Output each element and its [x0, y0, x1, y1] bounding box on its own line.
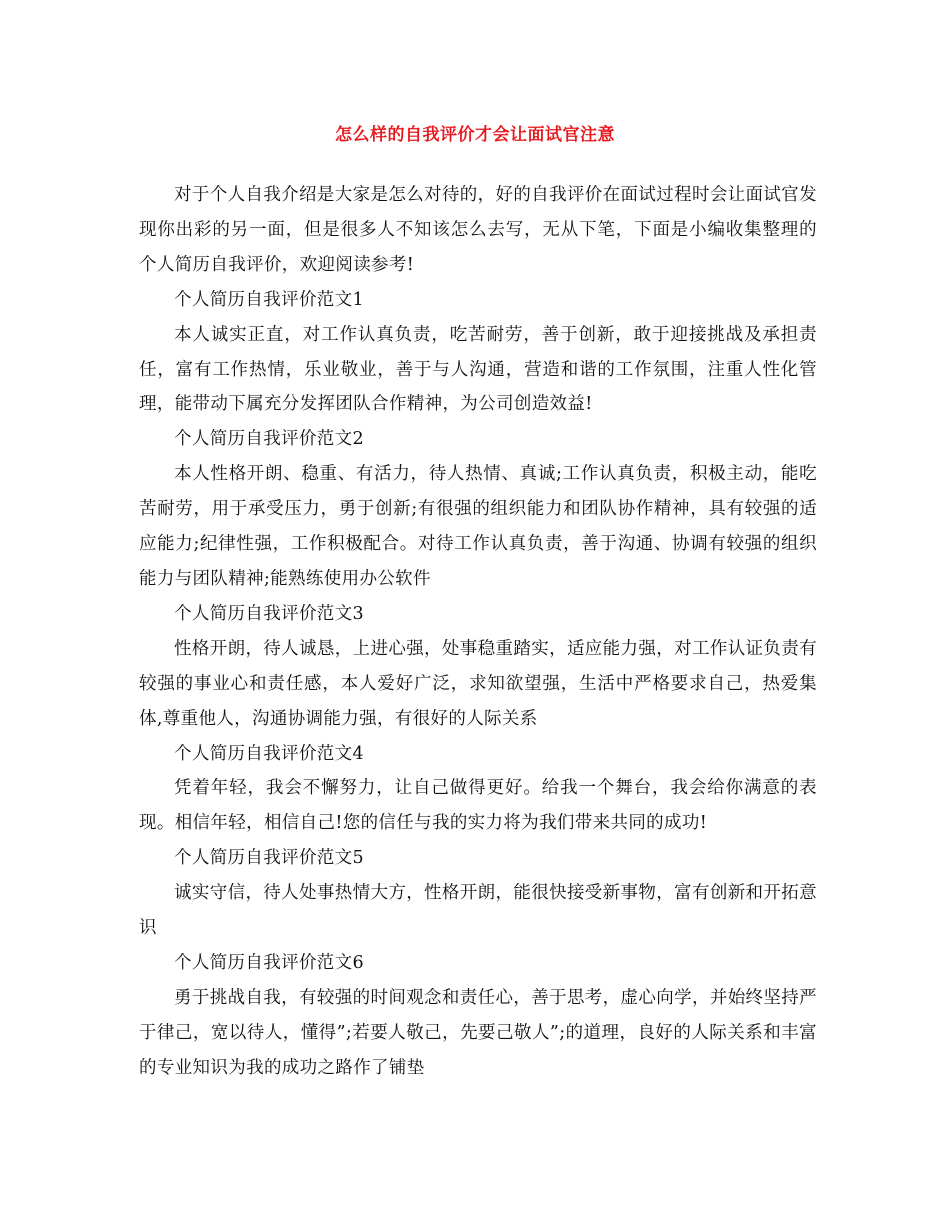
section-text-4: 凭着年轻，我会不懈努力，让自己做得更好。给我一个舞台，我会给你满意的表现。相信年轻，相信自己!您的信任与我的实力将为我们带来共同的成功! [139, 778, 817, 834]
section-text-6: 勇于挑战自我，有较强的时间观念和责任心，善于思考，虚心向学，并始终坚持严于律己，宽以待人，懂得”;若要人敬己，先要己敬人”;的道理，良好的人际关系和丰富的专业知识为我的成功之路作了铺垫 [139, 987, 817, 1078]
document-body [139, 178, 817, 1086]
section-heading-4: 个人简历自我评价范文4 [174, 743, 364, 764]
section-heading-6: 个人简历自我评价范文6 [174, 952, 364, 973]
document-title: 怎么样的自我评价才会让面试官注意 [335, 125, 615, 145]
section-text-5: 诚实守信，待人处事热情大方，性格开朗，能很快接受新事物，富有创新和开拓意识 [139, 883, 817, 939]
intro-paragraph: 对于个人自我介绍是大家是怎么对待的，好的自我评价在面试过程时会让面试官发现你出彩的另一面，但是很多人不知该怎么去写，无从下笔，下面是小编收集整理的个人简历自我评价，欢迎阅读参考! [139, 185, 817, 275]
section-heading-2: 个人简历自我评价范文2 [174, 429, 364, 450]
section-heading-1: 个人简历自我评价范文1 [174, 289, 364, 310]
section-text-1: 本人诚实正直，对工作认真负责，吃苦耐劳，善于创新，敢于迎接挑战及承担责任，富有工作热情，乐业敬业，善于与人沟通，营造和谐的工作氛围，注重人性化管理，能带动下属充分发挥团队合作精神，为公司创造效益! [139, 324, 817, 415]
section-heading-5: 个人简历自我评价范文5 [174, 848, 364, 869]
section-text-2: 本人性格开朗、稳重、有活力，待人热情、真诚;工作认真负责，积极主动，能吃苦耐劳，用于承受压力，勇于创新;有很强的组织能力和团队协作精神，具有较强的适应能力;纪律性强，工作积极配合。对待工作认真负责，善于沟通、协调有较强的组织能力与团队精神;能熟练使用办公软件 [139, 464, 817, 589]
section-text-3: 性格开朗，待人诚恳，上进心强，处事稳重踏实，适应能力强，对工作认证负责有较强的事业心和责任感，本人爱好广泛，求知欲望强，生活中严格要求自己，热爱集体,尊重他人，沟通协调能力强，有很好的人际关系 [139, 638, 817, 729]
section-heading-3: 个人简历自我评价范文3 [174, 603, 364, 624]
